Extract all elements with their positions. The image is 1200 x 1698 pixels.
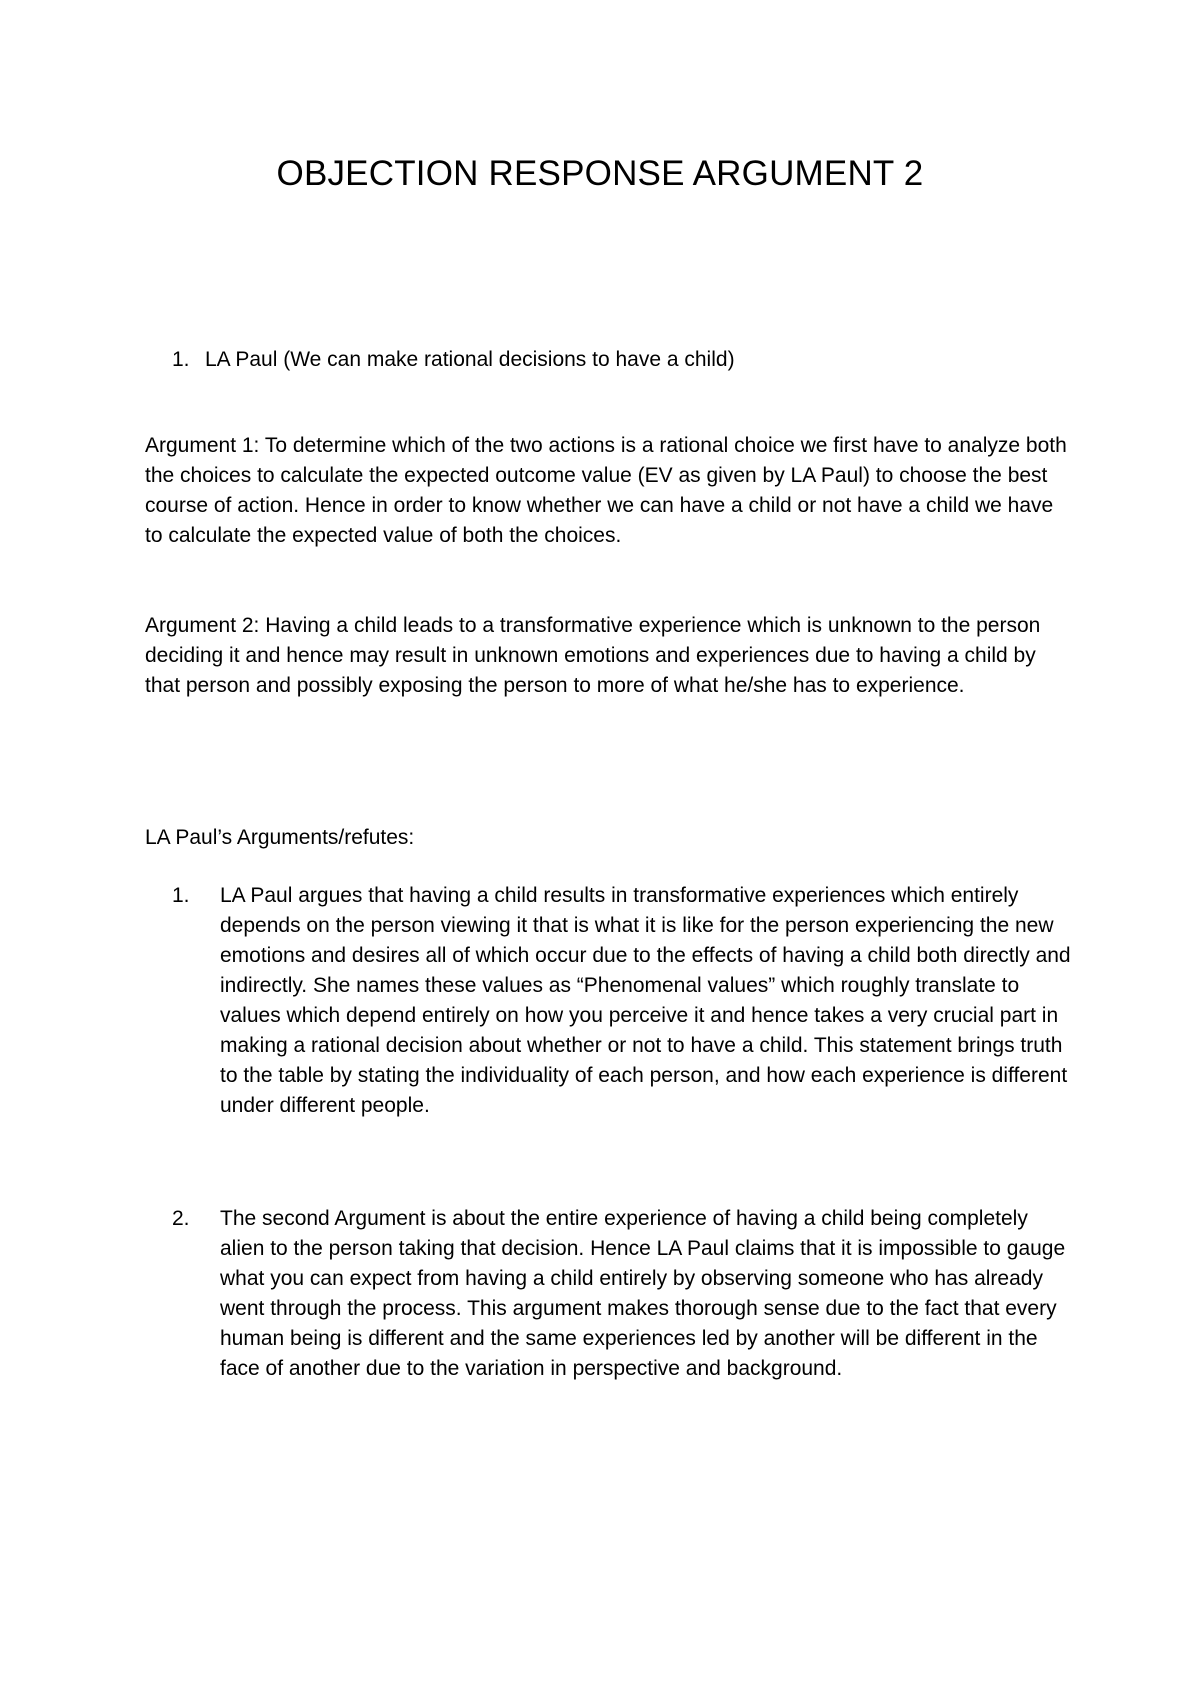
argument-2-paragraph: Argument 2: Having a child leads to a transformative experience which is unknown to the person deciding it and hence may result in unknown emotions and experiences due to having a child by that person and possibly exposing the person to more of what he/she has to experience. bbox=[145, 614, 1041, 697]
document-title: OBJECTION RESPONSE ARGUMENT 2 bbox=[276, 154, 924, 193]
refutes-heading: LA Paul’s Arguments/refutes: bbox=[145, 826, 415, 849]
list-number: 1. bbox=[172, 348, 190, 371]
list-number: 2. bbox=[172, 1207, 190, 1230]
list-number: 1. bbox=[172, 884, 190, 907]
heading-item-text: LA Paul (We can make rational decisions to have a child) bbox=[205, 348, 735, 371]
argument-1-paragraph: Argument 1: To determine which of the two actions is a rational choice we first have to analyze both the choices to calculate the expected outcome value (EV as given by LA Paul) to choose the best course of action. Hence in order to know whether we can have a child or not have a child we have to calculate the expected value of both the choices. bbox=[145, 434, 1067, 547]
refute-item-text: LA Paul argues that having a child results in transformative experiences which entirely depends on the person viewing it that is what it is like for the person experiencing the new emotions and desires all of which occur due to the effects of having a child both directly and indirectly. She names these values as “Phenomenal values” which roughly translate to values which depend entirely on how you perceive it and hence takes a very crucial part in making a rational decision about whether or not to have a child. This statement brings truth to the table by stating the individuality of each person, and how each experience is different under different people. bbox=[220, 884, 1071, 1117]
refute-item-text: The second Argument is about the entire experience of having a child being completely alien to the person taking that decision. Hence LA Paul claims that it is impossible to gauge what you can expect from having a child entirely by observing someone who has already went through the process. This argument makes thorough sense due to the fact that every human being is different and the same experiences led by another will be different in the face of another due to the variation in perspective and background. bbox=[220, 1207, 1066, 1380]
